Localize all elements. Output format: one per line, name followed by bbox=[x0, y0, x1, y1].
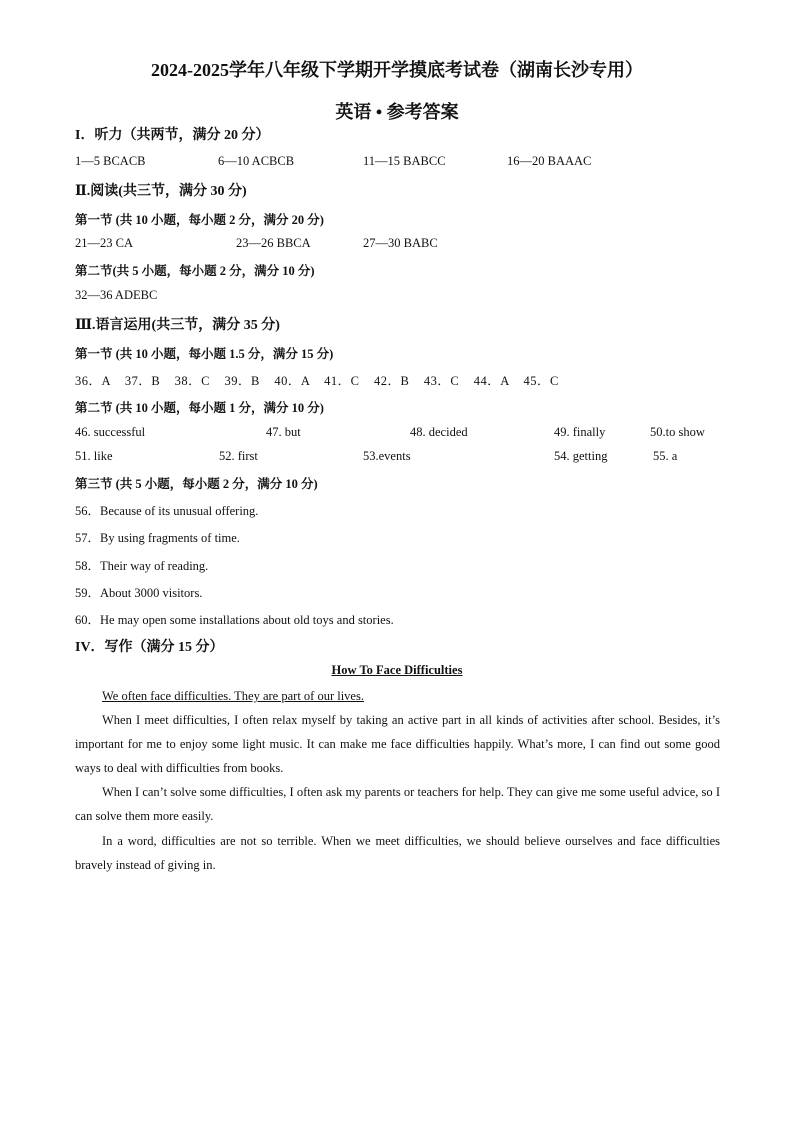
essay-paragraph: In a word, difficulties are not so terrible. When we meet difficulties, we should believe ourselves and face difficulties bravely instead of giving in. bbox=[75, 834, 720, 872]
section-3-part-2-heading: 第二节 (共 10 小题，每小题 1 分，满分 10 分) bbox=[75, 401, 324, 415]
section-1-answer-group: 1—5 BCACB bbox=[75, 154, 146, 168]
section-3-part-2-answer: 48. decided bbox=[410, 425, 468, 439]
essay-title: How To Face Difficulties bbox=[331, 663, 463, 677]
essay-paragraph-text: We often face difficulties. They are part of our lives. bbox=[102, 689, 364, 703]
section-3-part-2-answer: 51. like bbox=[75, 449, 113, 463]
section-3-part-3-answer: 60．He may open some installations about old toys and stories. bbox=[75, 613, 394, 627]
section-1-answer-group: 6—10 ACBCB bbox=[218, 154, 295, 168]
section-3-part-1-answers: 36．A 37．B 38．C 39．B 40．A 41．C 42．B 43．C 44．A 45．C bbox=[75, 374, 559, 388]
section-3-part-2-answer: 49. finally bbox=[554, 425, 606, 439]
essay-paragraph bbox=[75, 684, 720, 708]
section-3-part-2-answer: 55. a bbox=[653, 449, 678, 463]
section-4-heading: IV．写作（满分 15 分） bbox=[75, 640, 224, 655]
section-3-part-2-answer: 47. but bbox=[266, 425, 301, 439]
section-3-heading: Ⅲ.语言运用(共三节，满分 35 分) bbox=[75, 318, 280, 333]
section-3-part-3-heading: 第三节 (共 5 小题，每小题 2 分，满分 10 分) bbox=[75, 477, 318, 491]
section-1-answer-group: 16—20 BAAAC bbox=[507, 154, 592, 168]
section-3-part-3-answer: 56．Because of its unusual offering. bbox=[75, 504, 259, 518]
section-2-part-1-answer-group: 21—23 CA bbox=[75, 236, 133, 250]
section-3-part-2-answer: 52. first bbox=[219, 449, 258, 463]
section-3-part-3-answer: 59．About 3000 visitors. bbox=[75, 586, 203, 600]
essay-paragraph: When I meet difficulties, I often relax myself by taking an active part in all kinds of activities after school. Besides, it’s important for me to enjoy some light music. It can make me face difficulties happily. What’s more, I can find out some good ways to deal with difficulties from books. bbox=[75, 713, 720, 775]
section-3-part-2-answer: 50.to show bbox=[650, 425, 705, 439]
section-2-part-2-answer-group: 32—36 ADEBC bbox=[75, 288, 158, 302]
section-2-part-2-heading: 第二节(共 5 小题，每小题 2 分，满分 10 分) bbox=[75, 264, 315, 278]
section-2-part-1-answer-group: 23—26 BBCA bbox=[236, 236, 311, 250]
section-2-heading: Ⅱ.阅读(共三节，满分 30 分) bbox=[75, 184, 247, 199]
section-1-heading: I．听力（共两节，满分 20 分） bbox=[75, 128, 270, 143]
section-2-part-1-answer-group: 27—30 BABC bbox=[363, 236, 438, 250]
section-3-part-1-heading: 第一节 (共 10 小题，每小题 1.5 分，满分 15 分) bbox=[75, 347, 334, 361]
document-title: 2024-2025学年八年级下学期开学摸底考试卷（湖南长沙专用） bbox=[151, 60, 643, 80]
section-3-part-3-answer: 58．Their way of reading. bbox=[75, 559, 209, 573]
section-3-part-2-answer: 53.events bbox=[363, 449, 411, 463]
essay-paragraph: When I can’t solve some difficulties, I often ask my parents or teachers for help. They can give me some useful advice, so I can solve them more easily. bbox=[75, 785, 720, 823]
document-subtitle: 英语 • 参考答案 bbox=[335, 102, 459, 122]
section-3-part-3-answer: 57．By using fragments of time. bbox=[75, 531, 240, 545]
section-2-part-1-heading: 第一节 (共 10 小题，每小题 2 分，满分 20 分) bbox=[75, 213, 324, 227]
section-3-part-2-answer: 54. getting bbox=[554, 449, 608, 463]
section-3-part-2-answer: 46. successful bbox=[75, 425, 146, 439]
section-1-answer-group: 11—15 BABCC bbox=[363, 154, 446, 168]
